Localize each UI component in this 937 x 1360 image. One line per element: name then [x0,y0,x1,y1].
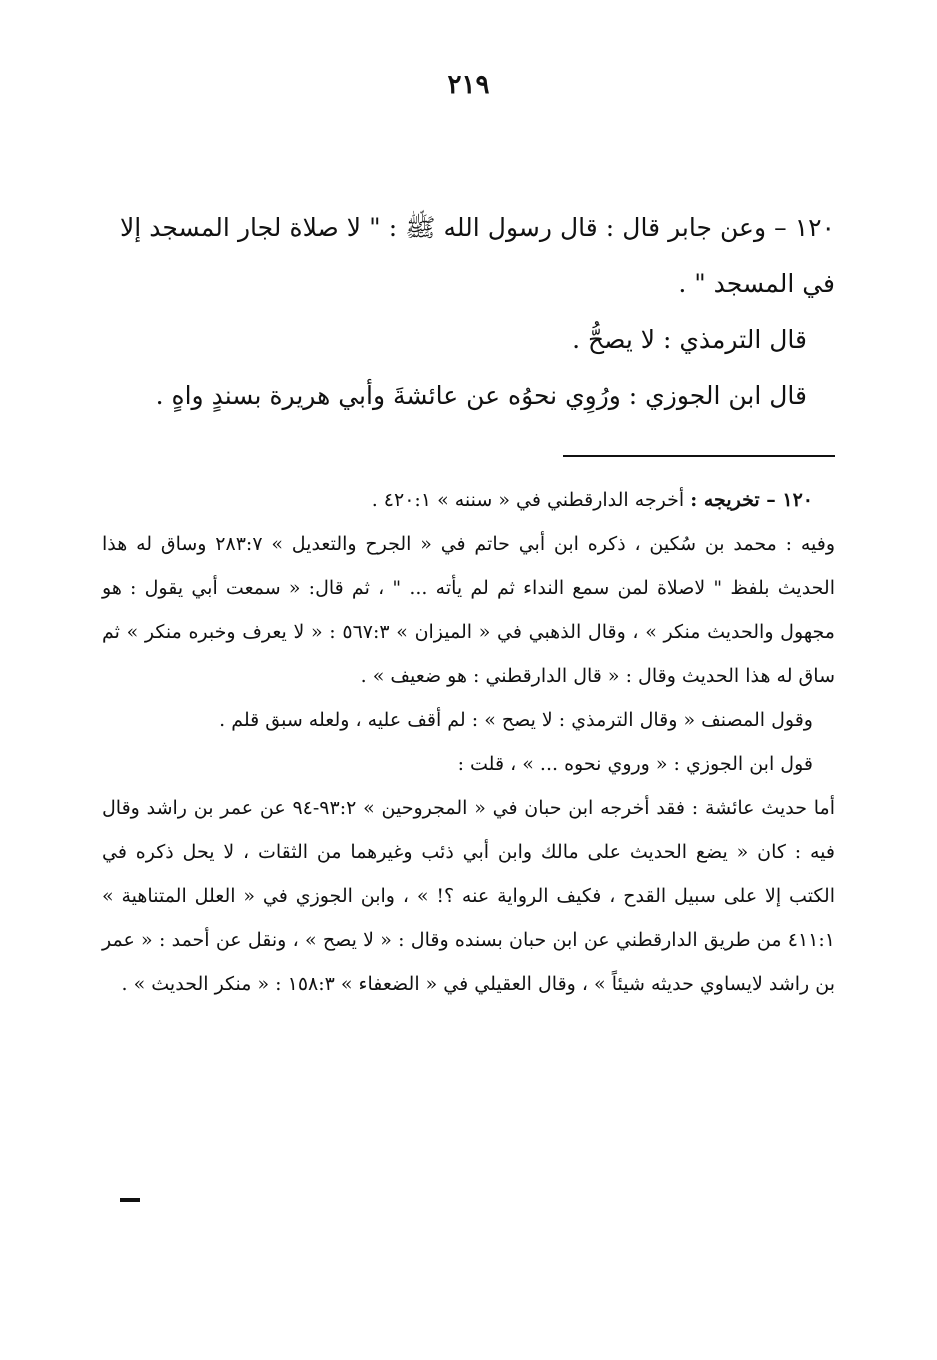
footnote-takhrij [102,478,835,522]
footnote-takhrij-text: أخرجه الدارقطني في « سننه » ٤٢٠:١ . [371,489,691,511]
page-number: ٢١٩ [447,70,490,100]
tirmidhi-comment: قال الترمذي : لا يصحُّ . [572,325,807,354]
footnote-takhrij-label: ١٢٠ – تخريجه : [690,489,813,511]
continuation-mark [120,1198,140,1202]
footnote-paragraph-aisha: أما حديث عائشة : فقد أخرجه ابن حبان في « المجروحين » ٩٣:٢-٩٤ عن عمر بن راشد وقال فيه : كان « يضع الحديث على مالك وابن أبي ذئب وغيرهما من الثقات ، لا يحل ذكره في الكتب إلا على سبيل القدح ، فكيف الرواية عنه ؟! » ، وابن الجوزي في « العلل المتناهية » ٤١١:١ من طريق الدارقطني عن ابن حبان بسنده وقال : « لا يصح » ، ونقل عن أحمد : « عمر بن راشد لايساوي حديثه شيئاً » ، وقال العقيلي في « الضعفاء » ١٥٨:٣ : « منكر الحديث » . [102,797,835,995]
ibn-al-jawzi-comment: قال ابن الجوزي : ورُوِي نحوُه عن عائشةَ وأبي هريرة بسندٍ واهٍ . [155,381,807,410]
main-text [120,200,835,424]
footnote-divider [563,455,835,457]
footnote-paragraph-author: وقول المصنف « وقال الترمذي : لا يصح » : لم أقف عليه ، ولعله سبق قلم . [219,709,813,731]
footnote-paragraph-ibn-al-jawzi: قول ابن الجوزي : « وروي نحوه ... » ، قلت : [457,753,813,775]
footnotes [102,478,835,1006]
footnote-paragraph-narrator: وفيه : محمد بن سُكين ، ذكره ابن أبي حاتم في « الجرح والتعديل » ٢٨٣:٧ وساق له هذا الحديث بلفظ " لاصلاة لمن سمع النداء ثم لم يأته ... " ، ثم قال: « سمعت أبي يقول : هو مجهول والحديث منكر » ، وقال الذهبي في « الميزان » ٥٦٧:٣ : « لا يعرف وخبره منكر » ثم ساق له هذا الحديث وقال : « قال الدارقطني : هو ضعيف » . [102,533,836,687]
hadith-text: ١٢٠ – وعن جابر قال : قال رسول الله ﷺ : " لا صلاة لجار المسجد إلا في المسجد " . [120,213,835,298]
